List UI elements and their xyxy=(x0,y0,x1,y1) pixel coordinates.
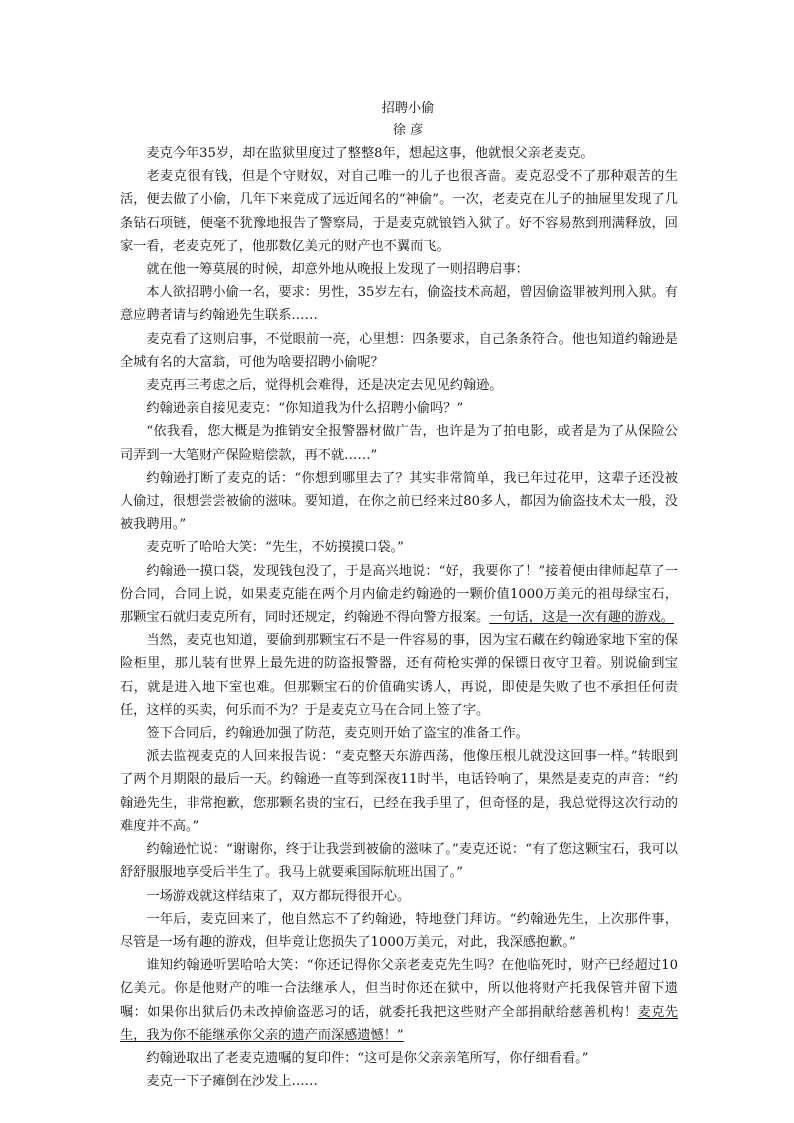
paragraph-12: 当然，麦克也知道，要偷到那颗宝石不是一件容易的事，因为宝石藏在约翰逊家地下室的保险柜里，那儿装有世界上最先进的防盗报警器，还有荷枪实弹的保镖日夜守卫着。别说偷到宝石，就是进入地下室也难。但那颗宝石的价值确实诱人，再说，即使是失败了也不承担任何责任，这样的买卖，何乐而不为？于是麦克立马在合同上签了字。 xyxy=(120,633,678,718)
paragraph-19: 约翰逊取出了老麦克遗嘱的复印件：“这可是你父亲亲笔所写，你仔细看看。” xyxy=(146,1050,589,1066)
document-page xyxy=(120,98,678,1093)
article-author: 徐 彦 xyxy=(392,123,424,138)
paragraph-18-text: 谁知约翰逊听罢哈哈大笑：“你还记得你父亲老麦克先生吗？在他临死时，财产已经超过10亿美元。你是他财产的唯一合法继承人，但当时你还在狱中，所以他将财产托我保管并留下遗嘱：如果你出狱后仍未改掉偷盗恶习的话，就委托我把这些财产全部捐献给慈善机构！ xyxy=(120,958,678,1020)
underlined-sentence-2: 麦克先生，我为你不能继承你父亲的遗产而深感遗憾！” xyxy=(120,1004,679,1043)
paragraph-20: 麦克一下子瘫倒在沙发上…… xyxy=(146,1074,318,1090)
paragraph-17: 一年后，麦克回来了，他自然忘不了约翰逊，特地登门拜访。“约翰逊先生，上次那件事，尽管是一场有趣的游戏，但毕竟让您损失了1000万美元，对此，我深感抱歉。” xyxy=(120,911,678,950)
paragraph-6: 麦克再三考虑之后，觉得机会难得，还是决定去见见约翰逊。 xyxy=(146,378,503,394)
underlined-sentence-1: 一句话，这是一次有趣的游戏。 xyxy=(489,610,674,626)
paragraph-1: 麦克今年35岁，却在监狱里度过了整整8年，想起这事，他就恨父亲老麦克。 xyxy=(146,146,594,161)
paragraph-2: 老麦克很有钱，但是个守财奴，对自己唯一的儿子也很吝啬。麦克忍受不了那种艰苦的生活，便去做了小偷，几年下来竟成了远近闻名的“神偷”。一次，老麦克在儿子的抽屉里发现了几条钻石项链，便毫不犹豫地报告了警察局，于是麦克就锒铛入狱了。好不容易熬到刑满释放，回家一看，老麦克死了，他那数亿美元的财产也不翼而飞。 xyxy=(120,169,678,254)
paragraph-9: 约翰逊打断了麦克的话：“你想到哪里去了？其实非常简单，我已年过花甲，这辈子还没被人偷过，很想尝尝被偷的滋味。要知道，在你之前已经来过80多人，都因为偷盗技术太一般，没被我聘用。” xyxy=(120,470,678,533)
article-title: 招聘小偷 xyxy=(381,101,435,116)
paragraph-18 xyxy=(120,954,678,1047)
paragraph-11-text: 约翰逊一摸口袋，发现钱包没了，于是高兴地说：“好，我要你了！”接着便由律师起草了一份合同，合同上说，如果麦克能在两个月内偷走约翰逊的一颗价值1000万美元的祖母绿宝石，那颗宝石就归麦克所有，同时还规定，约翰逊不得向警方报案。 xyxy=(120,563,678,626)
paragraph-15: 约翰逊忙说：“谢谢你，终于让我尝到被偷的滋味了。”麦克还说：“有了您这颗宝石，我可以舒舒服服地享受后半生了。我马上就要乘国际航班出国了。” xyxy=(120,842,678,881)
paragraph-16: 一场游戏就这样结束了，双方都玩得很开心。 xyxy=(146,888,411,904)
paragraph-13: 签下合同后，约翰逊加强了防范，麦克则开始了盗宝的准备工作。 xyxy=(146,726,529,742)
paragraph-8: “依我看，您大概是为推销安全报警器材做广告，也许是为了拍电影，或者是为了从保险公司弄到一大笔财产保险赔偿款，再不就……” xyxy=(120,424,678,463)
paragraph-14: 派去监视麦克的人回来报告说：“麦克整天东游西荡，他像压根儿就没这回事一样。”转眼到了两个月期限的最后一天。约翰逊一直等到深夜11时半，电话铃响了，果然是麦克的声音：“约翰逊先生，非常抱歉，您那颗名贵的宝石，已经在我手里了，但奇怪的是，我总觉得这次行动的难度并不高。” xyxy=(120,749,678,834)
paragraph-10: 麦克听了哈哈大笑：“先生，不妨摸摸口袋。” xyxy=(146,540,404,556)
paragraph-3: 就在他一筹莫展的时候，却意外地从晚报上发现了一则招聘启事： xyxy=(146,262,529,278)
paragraph-4: 本人欲招聘小偷一名，要求：男性，35岁左右，偷盗技术高超，曾因偷盗罪被判刑入狱。有意应聘者请与约翰逊先生联系…… xyxy=(120,285,678,324)
paragraph-7: 约翰逊亲自接见麦克：“你知道我为什么招聘小偷吗？” xyxy=(146,401,464,417)
paragraph-5: 麦克看了这则启事，不觉眼前一亮，心里想：四条要求，自己条条符合。他也知道约翰逊是全城有名的大富翁，可他为啥要招聘小偷呢？ xyxy=(120,331,678,370)
paragraph-11 xyxy=(120,560,678,630)
